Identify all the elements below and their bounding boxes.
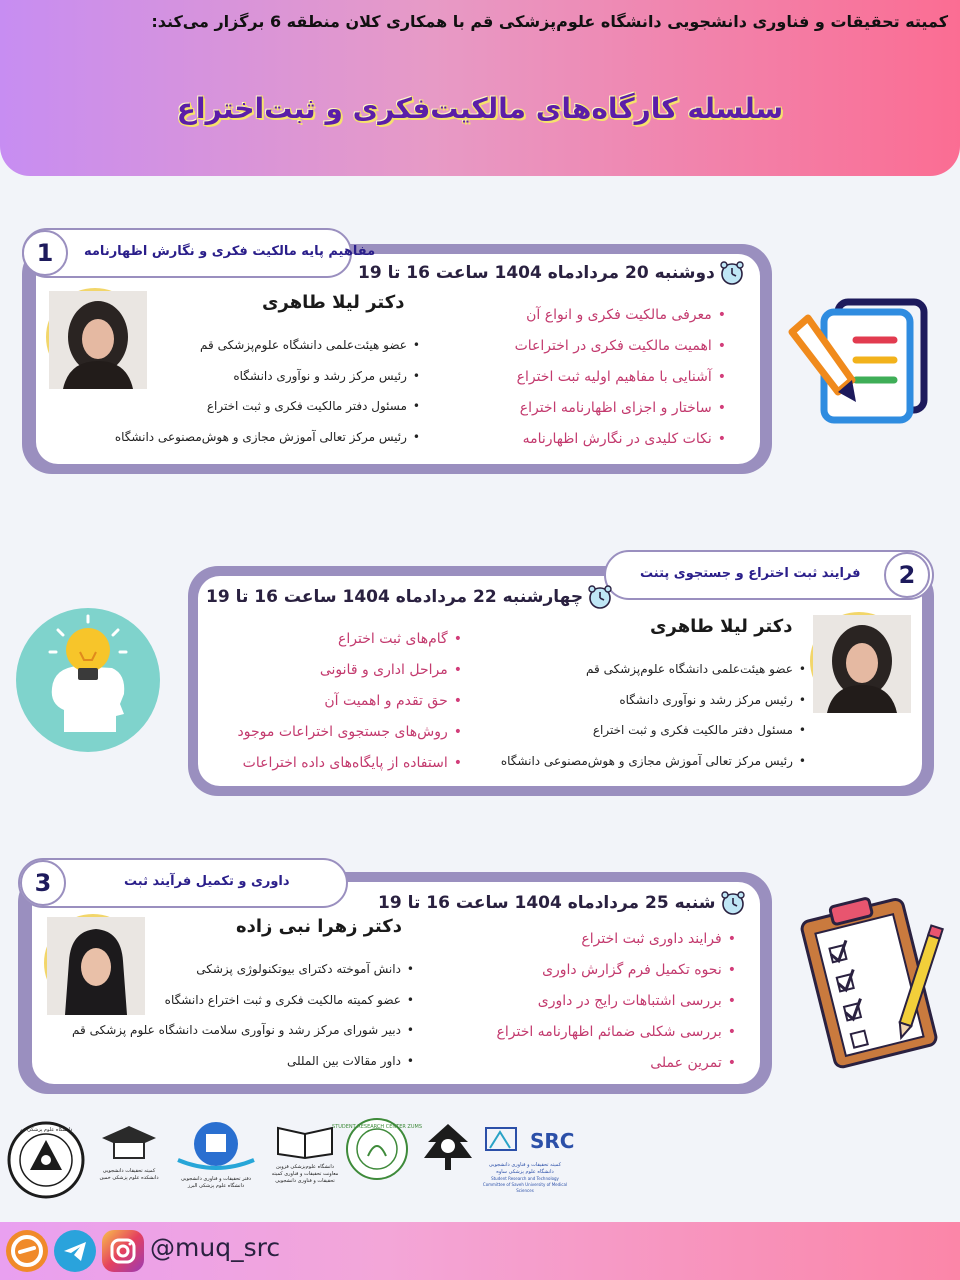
header-banner [0, 0, 960, 176]
intro-text: کمیته تحقیقات و فناوری دانشجویی دانشگاه علوم‌پزشکی قم با همکاری کلان منطقه 6 برگزار می‌کند: [151, 12, 948, 31]
workshop-1-date-text: دوشنبه 20 مردادماه 1404 ساعت 16 تا 19 [358, 263, 715, 283]
workshop-3-number: 3 [20, 860, 66, 906]
topic-item: • نحوه تکمیل فرم گزارش داوری [440, 955, 736, 986]
zums-logo [332, 1116, 422, 1186]
topic-item: • مراحل اداری و قانونی [200, 655, 462, 686]
speaker-photo-icon [47, 917, 145, 1015]
instagram-icon[interactable] [102, 1230, 144, 1272]
bio-item: • مسئول دفتر مالکیت فکری و ثبت اختراع [60, 391, 420, 422]
camera-icon [102, 1230, 144, 1272]
bio-item: • رئیس مرکز تعالی آموزش مجازی و هوش‌مصنوعی دانشگاه [60, 422, 420, 453]
clipboard-checklist-illustration [796, 892, 942, 1066]
open-book-icon [480, 1118, 575, 1158]
topic-item: • روش‌های جستجوی اختراعات موجود [200, 717, 462, 748]
workshop-2-bio [450, 654, 806, 776]
workshop-2-title: فرایند ثبت اختراع و جستجوی پتنت [640, 566, 861, 581]
src-caption-en: Student Research and Technology Committee of Saveh University of Medical Sciences [482, 1176, 568, 1193]
graduation-cap-icon [94, 1120, 164, 1164]
alborz-logo [172, 1120, 260, 1190]
tree-emblem-icon [420, 1120, 476, 1180]
eitaa-glyph-icon [6, 1230, 48, 1272]
src-logo [480, 1118, 575, 1194]
bio-item: • عضو کمیته مالکیت فکری و ثبت اختراع دانشگاه [40, 985, 414, 1016]
workshop-3-speaker: دکتر زهرا نبی زاده [236, 916, 402, 937]
document-pencil-illustration [786, 288, 942, 424]
workshop-1-date [358, 260, 745, 286]
topic-item: • فرایند داوری ثبت اختراع [440, 924, 736, 955]
topic-item: • نکات کلیدی در نگارش اظهارنامه [440, 424, 726, 455]
topic-item: • گام‌های ثبت اختراع [200, 624, 462, 655]
speaker-1-photo [46, 288, 144, 386]
src-name: SRC [530, 1129, 575, 1153]
topic-item: • بررسی شکلی ضمائم اظهارنامه اختراع [440, 1017, 736, 1048]
eitaa-icon[interactable] [6, 1230, 48, 1272]
topic-item: • معرفی مالکیت فکری و انواع آن [440, 300, 726, 331]
workshop-1-topics [440, 300, 726, 455]
workshop-3-topics [440, 924, 736, 1079]
bio-item: • داور مقالات بین المللی [40, 1046, 414, 1077]
workshop-3-title: داوری و تکمیل فرآیند ثبت [124, 874, 290, 889]
topic-item: • اهمیت مالکیت فکری در اختراعات [440, 331, 726, 362]
workshop-2-number: 2 [884, 552, 930, 598]
qazvin-caption: دانشگاه علوم‌پزشکی قزوین معاونت تحقیقات و فناوری کمیته تحقیقات و فناوری دانشجویی [271, 1164, 339, 1184]
khomein-logo [94, 1120, 164, 1182]
emblem-logo [420, 1120, 476, 1184]
bio-item: • عضو هیئت‌علمی دانشگاه علوم‌پزشکی قم [60, 330, 420, 361]
topic-item: • آشنایی با مفاهیم اولیه ثبت اختراع [440, 362, 726, 393]
workshop-1-title: مفاهیم پایه مالکیت فکری و نگارش اظهارنامه [84, 244, 376, 259]
paper-plane-icon [54, 1230, 96, 1272]
speaker-3-photo [44, 914, 142, 1012]
topic-item: • حق تقدم و اهمیت آن [200, 686, 462, 717]
topic-item: • ساختار و اجزای اظهارنامه اختراع [440, 393, 726, 424]
workshop-2-date [206, 584, 613, 610]
speaker-photo-icon [813, 615, 911, 713]
telegram-icon[interactable] [54, 1230, 96, 1272]
page-title: سلسله کارگاه‌های مالکیت‌فکری و ثبت‌اختراع [176, 92, 784, 125]
qazvin-logo [270, 1120, 340, 1185]
workshop-2-date-text: چهارشنبه 22 مردادماه 1404 ساعت 16 تا 19 [206, 587, 584, 607]
footer-bar [0, 1222, 960, 1280]
university-seal-icon [6, 1120, 86, 1200]
workshop-1-speaker: دکتر لیلا طاهری [262, 292, 405, 313]
bio-item: • عضو هیئت‌علمی دانشگاه علوم‌پزشکی قم [450, 654, 806, 685]
workshop-2-speaker: دکتر لیلا طاهری [650, 616, 793, 637]
topic-item: • بررسی اشتباهات رایج در داوری [440, 986, 736, 1017]
workshop-2-topics [200, 624, 462, 779]
bio-item: • دانش آموخته دکترای بیوتکنولوژی پزشکی [40, 954, 414, 985]
workshop-3-date-text: شنبه 25 مردادماه 1404 ساعت 16 تا 19 [378, 893, 716, 913]
workshop-3-date [378, 890, 746, 916]
social-handle[interactable]: @muq_src [150, 1233, 281, 1262]
research-center-seal-icon [332, 1116, 422, 1182]
topic-item: • استفاده از پایگاه‌های داده اختراعات [200, 748, 462, 779]
lightbulb-head-illustration [16, 608, 160, 752]
qom-caption: دانشگاه علوم پزشکی قم [19, 1127, 73, 1133]
partner-logos [0, 1112, 960, 1208]
qom-university-logo [6, 1120, 86, 1204]
bio-item: • دبیر شورای مرکز رشد و نوآوری سلامت دانشگاه علوم پزشکی قم [40, 1015, 414, 1046]
topic-item: • تمرین عملی [440, 1048, 736, 1079]
bio-item: • مسئول دفتر مالکیت فکری و ثبت اختراع [450, 715, 806, 746]
bio-item: • رئیس مرکز تعالی آموزش مجازی و هوش‌مصنوعی دانشگاه [450, 746, 806, 777]
castle-globe-icon [172, 1120, 260, 1172]
bio-item: • رئیس مرکز رشد و نوآوری دانشگاه [450, 685, 806, 716]
alarm-clock-icon [720, 890, 746, 916]
zums-ring-text: STUDENT RESEARCH CENTER ZUMS [332, 1124, 422, 1130]
speaker-photo-icon [49, 291, 147, 389]
alarm-clock-icon [719, 260, 745, 286]
src-caption-fa: کمیته تحقیقات و فناوری دانشجویی دانشگاه علوم پزشکی ساوه [488, 1162, 562, 1175]
speaker-2-photo [810, 612, 908, 710]
alborz-caption: دفتر تحقیقات و فناوری دانشجویی دانشگاه علوم پزشکی البرز [180, 1176, 252, 1189]
workshop-1-number: 1 [22, 230, 68, 276]
bio-item: • رئیس مرکز رشد و نوآوری دانشگاه [60, 361, 420, 392]
khomein-caption: کمیته تحقیقات دانشجویی دانشکده علوم پزشکی خمین [99, 1168, 159, 1181]
book-icon [270, 1120, 340, 1160]
alarm-clock-icon [587, 584, 613, 610]
